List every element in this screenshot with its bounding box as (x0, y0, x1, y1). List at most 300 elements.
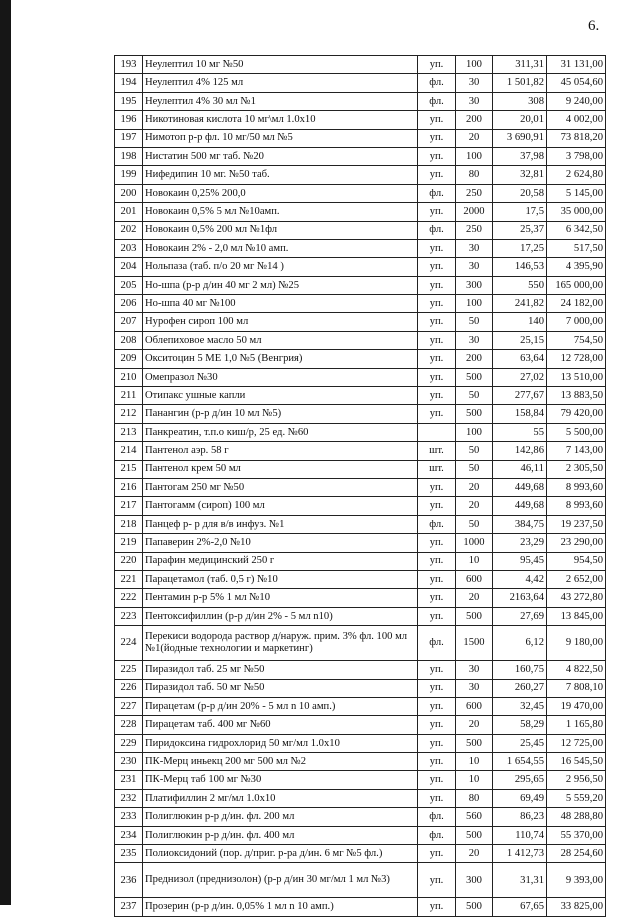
item-name: Пентамин р-р 5% 1 мл №10 (143, 589, 418, 607)
item-sum: 2 652,00 (547, 570, 606, 588)
table-body (115, 56, 606, 917)
table-row (115, 74, 606, 92)
row-number: 236 (115, 863, 143, 898)
item-quantity: 50 (456, 313, 493, 331)
item-quantity: 30 (456, 92, 493, 110)
item-quantity: 30 (456, 258, 493, 276)
item-unit: уп. (418, 734, 456, 752)
table-row (115, 387, 606, 405)
item-sum: 79 420,00 (547, 405, 606, 423)
item-price: 158,84 (493, 405, 547, 423)
row-number: 196 (115, 111, 143, 129)
item-sum: 7 000,00 (547, 313, 606, 331)
item-sum: 9 240,00 (547, 92, 606, 110)
table-row (115, 405, 606, 423)
item-price: 95,45 (493, 552, 547, 570)
item-name: Преднизол (преднизолон) (р-р д/ин 30 мг/мл 1 мл №3) (143, 863, 418, 898)
row-number: 230 (115, 753, 143, 771)
item-sum: 12 728,00 (547, 350, 606, 368)
item-price: 67,65 (493, 898, 547, 916)
item-sum: 13 845,00 (547, 607, 606, 625)
row-number: 212 (115, 405, 143, 423)
row-number: 225 (115, 661, 143, 679)
item-quantity: 20 (456, 716, 493, 734)
item-unit: уп. (418, 497, 456, 515)
item-quantity: 20 (456, 845, 493, 863)
item-name: Пантогам 250 мг №50 (143, 478, 418, 496)
item-name: Пиридоксина гидрохлорид 50 мг/мл 1.0х10 (143, 734, 418, 752)
item-quantity: 500 (456, 405, 493, 423)
item-price: 58,29 (493, 716, 547, 734)
item-quantity: 1500 (456, 626, 493, 661)
item-unit: уп. (418, 697, 456, 715)
item-quantity: 100 (456, 423, 493, 441)
table-row (115, 679, 606, 697)
item-name: Неулептил 4% 125 мл (143, 74, 418, 92)
table-row (115, 552, 606, 570)
item-name: Новокаин 0,5% 200 мл №1фл (143, 221, 418, 239)
item-price: 23,29 (493, 534, 547, 552)
item-price: 140 (493, 313, 547, 331)
table-row (115, 753, 606, 771)
item-sum: 12 725,00 (547, 734, 606, 752)
item-name: ПК-Мерц иньекц 200 мг 500 мл №2 (143, 753, 418, 771)
row-number: 209 (115, 350, 143, 368)
item-name: Омепразол №30 (143, 368, 418, 386)
row-number: 226 (115, 679, 143, 697)
item-unit: уп. (418, 129, 456, 147)
item-unit: уп. (418, 789, 456, 807)
item-sum: 4 395,90 (547, 258, 606, 276)
item-unit: фл. (418, 826, 456, 844)
item-price: 20,58 (493, 184, 547, 202)
item-price: 32,81 (493, 166, 547, 184)
item-price: 55 (493, 423, 547, 441)
item-price: 1 412,73 (493, 845, 547, 863)
row-number: 216 (115, 478, 143, 496)
item-sum: 13 510,00 (547, 368, 606, 386)
item-sum: 6 342,50 (547, 221, 606, 239)
row-number: 218 (115, 515, 143, 533)
item-unit: уп. (418, 589, 456, 607)
item-sum: 5 145,00 (547, 184, 606, 202)
item-quantity: 200 (456, 350, 493, 368)
item-sum: 24 182,00 (547, 295, 606, 313)
item-quantity: 30 (456, 661, 493, 679)
item-quantity: 30 (456, 74, 493, 92)
item-name: Новокаин 0,5% 5 мл №10амп. (143, 203, 418, 221)
row-number: 220 (115, 552, 143, 570)
item-price: 27,02 (493, 368, 547, 386)
item-unit: уп. (418, 679, 456, 697)
item-name: Полиоксидоний (пор. д/приг. р-ра д/ин. 6 мг №5 фл.) (143, 845, 418, 863)
item-price: 63,64 (493, 350, 547, 368)
item-quantity: 500 (456, 898, 493, 916)
item-name: Нольпаза (таб. п/о 20 мг №14 ) (143, 258, 418, 276)
table-row (115, 460, 606, 478)
item-sum: 19 470,00 (547, 697, 606, 715)
item-sum: 5 559,20 (547, 789, 606, 807)
row-number: 197 (115, 129, 143, 147)
row-number: 198 (115, 147, 143, 165)
item-price: 2163,64 (493, 589, 547, 607)
item-price: 449,68 (493, 497, 547, 515)
table-row (115, 423, 606, 441)
item-name: Новокаин 0,25% 200,0 (143, 184, 418, 202)
row-number: 223 (115, 607, 143, 625)
item-unit: фл. (418, 92, 456, 110)
item-unit: уп. (418, 295, 456, 313)
item-price: 31,31 (493, 863, 547, 898)
table-row (115, 129, 606, 147)
item-sum: 5 500,00 (547, 423, 606, 441)
item-sum: 9 393,00 (547, 863, 606, 898)
item-name: Парацетамол (таб. 0,5 г) №10 (143, 570, 418, 588)
item-name: Панцеф р- р для в/в инфуз. №1 (143, 515, 418, 533)
item-price: 27,69 (493, 607, 547, 625)
row-number: 224 (115, 626, 143, 661)
row-number: 211 (115, 387, 143, 405)
row-number: 199 (115, 166, 143, 184)
row-number: 202 (115, 221, 143, 239)
item-quantity: 50 (456, 515, 493, 533)
item-unit: уп. (418, 552, 456, 570)
item-unit: уп. (418, 239, 456, 257)
item-quantity: 300 (456, 276, 493, 294)
table-row (115, 789, 606, 807)
row-number: 213 (115, 423, 143, 441)
item-quantity: 200 (456, 111, 493, 129)
table-row (115, 607, 606, 625)
item-unit: уп. (418, 368, 456, 386)
item-quantity: 300 (456, 863, 493, 898)
item-price: 277,67 (493, 387, 547, 405)
item-quantity: 500 (456, 368, 493, 386)
item-name: Окситоцин 5 МЕ 1,0 №5 (Венгрия) (143, 350, 418, 368)
item-price: 1 654,55 (493, 753, 547, 771)
item-sum: 3 798,00 (547, 147, 606, 165)
item-quantity: 100 (456, 56, 493, 74)
row-number: 237 (115, 898, 143, 916)
item-price: 25,37 (493, 221, 547, 239)
row-number: 203 (115, 239, 143, 257)
item-quantity: 100 (456, 295, 493, 313)
item-name: Парафин медицинский 250 г (143, 552, 418, 570)
table-row (115, 497, 606, 515)
table-row (115, 478, 606, 496)
item-price: 25,45 (493, 734, 547, 752)
item-quantity: 10 (456, 753, 493, 771)
item-name: Полиглюкин р-р д/ин. фл. 200 мл (143, 808, 418, 826)
item-unit: фл. (418, 808, 456, 826)
item-sum: 165 000,00 (547, 276, 606, 294)
item-sum: 48 288,80 (547, 808, 606, 826)
medication-price-table (114, 55, 606, 917)
item-name: Платифиллин 2 мг/мл 1.0х10 (143, 789, 418, 807)
item-quantity: 10 (456, 771, 493, 789)
item-price: 449,68 (493, 478, 547, 496)
item-sum: 35 000,00 (547, 203, 606, 221)
table-row (115, 331, 606, 349)
item-quantity: 30 (456, 679, 493, 697)
item-price: 311,31 (493, 56, 547, 74)
item-unit: фл. (418, 184, 456, 202)
item-unit: фл. (418, 626, 456, 661)
table-row (115, 716, 606, 734)
row-number: 208 (115, 331, 143, 349)
table-row (115, 56, 606, 74)
table-row (115, 276, 606, 294)
item-sum: 9 180,00 (547, 626, 606, 661)
item-sum: 33 825,00 (547, 898, 606, 916)
item-price: 146,53 (493, 258, 547, 276)
item-unit: уп. (418, 898, 456, 916)
item-unit: уп. (418, 203, 456, 221)
item-quantity: 80 (456, 789, 493, 807)
item-sum: 7 808,10 (547, 679, 606, 697)
item-name: Нурофен сироп 100 мл (143, 313, 418, 331)
item-price: 86,23 (493, 808, 547, 826)
item-name: Пентоксифиллин (р-р д/ин 2% - 5 мл n10) (143, 607, 418, 625)
table-row (115, 845, 606, 863)
table-row (115, 898, 606, 916)
row-number: 228 (115, 716, 143, 734)
item-price: 4,42 (493, 570, 547, 588)
item-unit: уп. (418, 111, 456, 129)
item-sum: 754,50 (547, 331, 606, 349)
table-row (115, 313, 606, 331)
item-unit: уп. (418, 863, 456, 898)
row-number: 235 (115, 845, 143, 863)
row-number: 195 (115, 92, 143, 110)
item-sum: 43 272,80 (547, 589, 606, 607)
item-unit: уп. (418, 771, 456, 789)
item-sum: 55 370,00 (547, 826, 606, 844)
row-number: 221 (115, 570, 143, 588)
item-quantity: 50 (456, 460, 493, 478)
page-number: 6. (588, 18, 600, 34)
item-sum: 8 993,60 (547, 478, 606, 496)
item-unit: уп. (418, 350, 456, 368)
item-sum: 954,50 (547, 552, 606, 570)
row-number: 232 (115, 789, 143, 807)
item-price: 3 690,91 (493, 129, 547, 147)
item-unit: уп. (418, 56, 456, 74)
item-price: 6,12 (493, 626, 547, 661)
item-price: 160,75 (493, 661, 547, 679)
item-unit: уп. (418, 258, 456, 276)
item-price: 241,82 (493, 295, 547, 313)
table-row (115, 92, 606, 110)
table-row (115, 570, 606, 588)
item-price: 295,65 (493, 771, 547, 789)
row-number: 207 (115, 313, 143, 331)
item-unit: уп. (418, 166, 456, 184)
item-name: Неулептил 4% 30 мл №1 (143, 92, 418, 110)
table-row (115, 697, 606, 715)
item-price: 17,25 (493, 239, 547, 257)
item-name: Панкреатин, т.п.о киш/р, 25 ед. №60 (143, 423, 418, 441)
item-sum: 2 956,50 (547, 771, 606, 789)
item-sum: 13 883,50 (547, 387, 606, 405)
item-unit: уп. (418, 607, 456, 625)
item-name: Пиразидол таб. 25 мг №50 (143, 661, 418, 679)
item-name: Никотиновая кислота 10 мг\мл 1.0х10 (143, 111, 418, 129)
row-number: 204 (115, 258, 143, 276)
item-price: 308 (493, 92, 547, 110)
row-number: 200 (115, 184, 143, 202)
item-sum: 28 254,60 (547, 845, 606, 863)
table-row (115, 295, 606, 313)
table-row (115, 863, 606, 898)
item-name: Папаверин 2%-2,0 №10 (143, 534, 418, 552)
table-row (115, 589, 606, 607)
item-price: 37,98 (493, 147, 547, 165)
item-unit: уп. (418, 276, 456, 294)
row-number: 231 (115, 771, 143, 789)
item-quantity: 500 (456, 607, 493, 625)
table-row (115, 826, 606, 844)
item-price: 20,01 (493, 111, 547, 129)
item-name: Неулептил 10 мг №50 (143, 56, 418, 74)
item-quantity: 1000 (456, 534, 493, 552)
row-number: 229 (115, 734, 143, 752)
item-unit: уп. (418, 405, 456, 423)
item-unit: шт. (418, 460, 456, 478)
item-quantity: 20 (456, 589, 493, 607)
item-unit: фл. (418, 221, 456, 239)
table-row (115, 442, 606, 460)
item-unit: уп. (418, 570, 456, 588)
item-quantity: 100 (456, 147, 493, 165)
table-row (115, 808, 606, 826)
table-row (115, 626, 606, 661)
item-sum: 73 818,20 (547, 129, 606, 147)
table-row (115, 734, 606, 752)
table-row (115, 515, 606, 533)
item-name: Пирацетам таб. 400 мг №60 (143, 716, 418, 734)
table-row (115, 239, 606, 257)
table-row (115, 166, 606, 184)
item-name: Но-шпа (р-р д/ин 40 мг 2 мл) №25 (143, 276, 418, 294)
item-quantity: 20 (456, 478, 493, 496)
item-price: 46,11 (493, 460, 547, 478)
item-price: 32,45 (493, 697, 547, 715)
table-row (115, 534, 606, 552)
item-sum: 2 624,80 (547, 166, 606, 184)
row-number: 234 (115, 826, 143, 844)
item-unit (418, 423, 456, 441)
item-unit: уп. (418, 753, 456, 771)
item-unit: уп. (418, 387, 456, 405)
row-number: 210 (115, 368, 143, 386)
item-sum: 517,50 (547, 239, 606, 257)
item-sum: 1 165,80 (547, 716, 606, 734)
item-name: Прозерин (р-р д/ин. 0,05% 1 мл n 10 амп.) (143, 898, 418, 916)
item-name: Но-шпа 40 мг №100 (143, 295, 418, 313)
item-name: Нифедипин 10 мг. №50 таб. (143, 166, 418, 184)
item-sum: 8 993,60 (547, 497, 606, 515)
row-number: 217 (115, 497, 143, 515)
table-row (115, 221, 606, 239)
item-quantity: 500 (456, 826, 493, 844)
row-number: 205 (115, 276, 143, 294)
item-quantity: 2000 (456, 203, 493, 221)
item-quantity: 250 (456, 221, 493, 239)
item-name: Пантогамм (сироп) 100 мл (143, 497, 418, 515)
item-quantity: 600 (456, 697, 493, 715)
item-price: 384,75 (493, 515, 547, 533)
item-unit: уп. (418, 331, 456, 349)
item-name: Пиразидол таб. 50 мг №50 (143, 679, 418, 697)
item-price: 69,49 (493, 789, 547, 807)
item-unit: уп. (418, 661, 456, 679)
item-unit: шт. (418, 442, 456, 460)
item-sum: 31 131,00 (547, 56, 606, 74)
row-number: 219 (115, 534, 143, 552)
item-quantity: 20 (456, 497, 493, 515)
item-name: Новокаин 2% - 2,0 мл №10 амп. (143, 239, 418, 257)
item-unit: уп. (418, 845, 456, 863)
item-unit: фл. (418, 74, 456, 92)
table-row (115, 350, 606, 368)
item-sum: 4 002,00 (547, 111, 606, 129)
item-name: Пантенол крем 50 мл (143, 460, 418, 478)
item-unit: уп. (418, 716, 456, 734)
table-row (115, 368, 606, 386)
item-name: ПК-Мерц таб 100 мг №30 (143, 771, 418, 789)
item-quantity: 560 (456, 808, 493, 826)
item-price: 260,27 (493, 679, 547, 697)
item-unit: уп. (418, 147, 456, 165)
item-price: 25,15 (493, 331, 547, 349)
item-sum: 2 305,50 (547, 460, 606, 478)
item-sum: 7 143,00 (547, 442, 606, 460)
row-number: 201 (115, 203, 143, 221)
item-quantity: 50 (456, 387, 493, 405)
table-row (115, 147, 606, 165)
item-name: Пирацетам (р-р д/ин 20% - 5 мл n 10 амп.) (143, 697, 418, 715)
item-name: Панангин (р-р д/ин 10 мл №5) (143, 405, 418, 423)
item-quantity: 80 (456, 166, 493, 184)
item-name: Нистатин 500 мг таб. №20 (143, 147, 418, 165)
row-number: 214 (115, 442, 143, 460)
item-sum: 4 822,50 (547, 661, 606, 679)
item-sum: 16 545,50 (547, 753, 606, 771)
item-quantity: 600 (456, 570, 493, 588)
item-name: Отипакс ушные капли (143, 387, 418, 405)
table-row (115, 203, 606, 221)
table-row (115, 258, 606, 276)
scan-edge-shadow (0, 0, 11, 905)
item-sum: 45 054,60 (547, 74, 606, 92)
table-row (115, 661, 606, 679)
item-quantity: 30 (456, 239, 493, 257)
item-quantity: 500 (456, 734, 493, 752)
item-quantity: 20 (456, 129, 493, 147)
item-name: Нимотоп р-р фл. 10 мг/50 мл №5 (143, 129, 418, 147)
item-price: 142,86 (493, 442, 547, 460)
item-price: 110,74 (493, 826, 547, 844)
item-quantity: 30 (456, 331, 493, 349)
row-number: 206 (115, 295, 143, 313)
item-quantity: 10 (456, 552, 493, 570)
item-price: 1 501,82 (493, 74, 547, 92)
item-price: 17,5 (493, 203, 547, 221)
row-number: 227 (115, 697, 143, 715)
item-quantity: 50 (456, 442, 493, 460)
item-name: Полиглюкин р-р д/ин. фл. 400 мл (143, 826, 418, 844)
